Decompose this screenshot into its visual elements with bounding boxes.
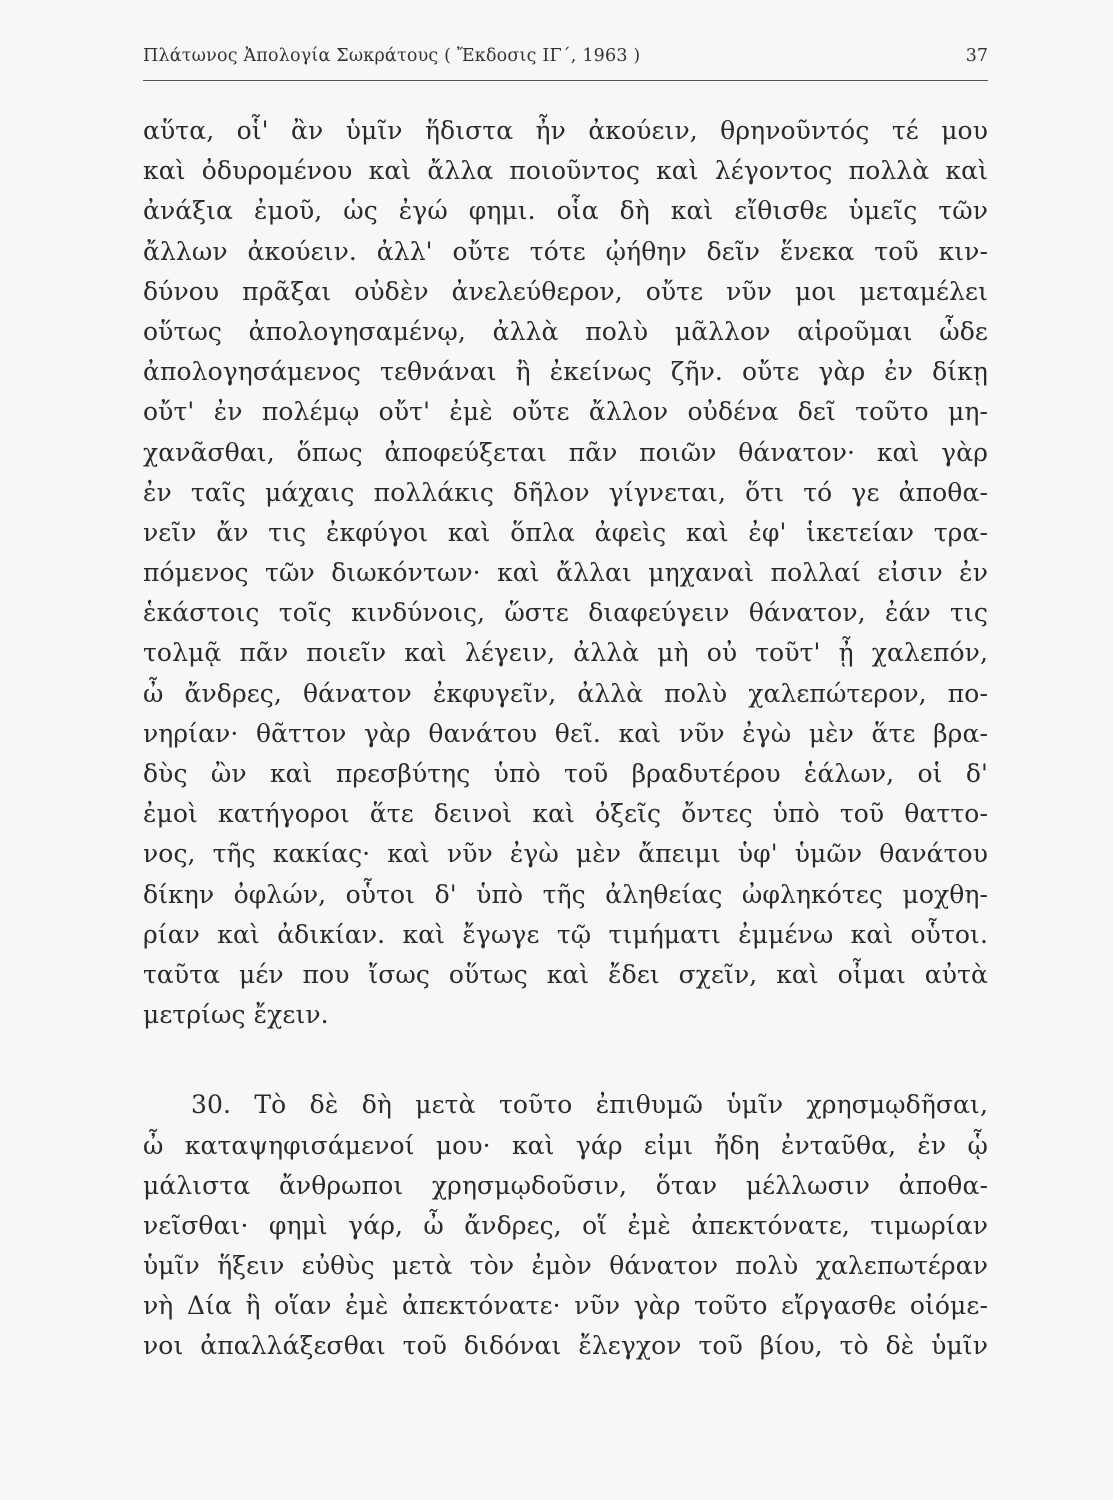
- header-title: Πλάτωνος Ἀπολογία Σωκράτους ( Ἔκδοσις ΙΓ΄, 1963 ): [143, 46, 641, 66]
- paragraph-gap: [143, 1035, 988, 1085]
- text-line: μετρίως ἔχειν.: [143, 1000, 329, 1030]
- section-heading-line: 30. Τὸ δὲ δὴ μετὰ τοῦτο ἐπιθυμῶ ὑμῖν χρησμῳδῆσαι,: [191, 1090, 988, 1120]
- text-line: πόμενος τῶν διωκόντων· καὶ ἄλλαι μηχαναὶ πολλαί εἰσιν ἐν: [143, 558, 988, 588]
- text-line: δύνου πρᾶξαι οὐδὲν ἀνελεύθερον, οὔτε νῦν μοι μεταμέλει: [143, 276, 988, 306]
- text-line: νεῖσθαι· φημὶ γάρ, ὦ ἄνδρες, οἵ ἐμὲ ἀπεκτόνατε, τιμωρίαν: [143, 1210, 988, 1240]
- text-line: ρίαν καὶ ἀδικίαν. καὶ ἔγωγε τῷ τιμήματι ἐμμένω καὶ οὗτοι.: [143, 919, 988, 949]
- text-line: ἑκάστοις τοῖς κινδύνοις, ὥστε διαφεύγειν θάνατον, ἐάν τις: [143, 598, 988, 628]
- body-text: [143, 111, 988, 1367]
- text-line: δίκην ὀφλών, οὗτοι δ' ὑπὸ τῆς ἀληθείας ὠφληκότες μοχθη-: [143, 879, 988, 909]
- text-line: ὦ καταψηφισάμενοί μου· καὶ γάρ εἰμι ἤδη ἐνταῦθα, ἐν ᾧ: [143, 1130, 988, 1160]
- text-line: ἄλλων ἀκούειν. ἀλλ' οὔτε τότε ᾠήθην δεῖν ἕνεκα τοῦ κιν-: [143, 236, 988, 266]
- text-line: ἐμοὶ κατήγοροι ἅτε δεινοὶ καὶ ὀξεῖς ὄντες ὑπὸ τοῦ θαττο-: [143, 799, 988, 829]
- text-line: ταῦτα μέν που ἴσως οὕτως καὶ ἔδει σχεῖν, καὶ οἶμαι αὐτὰ: [143, 959, 988, 989]
- text-line: οὕτως ἀπολογησαμένῳ, ἀλλὰ πολὺ μᾶλλον αἱροῦμαι ὧδε: [143, 316, 988, 346]
- text-line: χανᾶσθαι, ὅπως ἀποφεύξεται πᾶν ποιῶν θάνατον· καὶ γὰρ: [143, 437, 988, 467]
- text-line: νὴ Δία ἢ οἵαν ἐμὲ ἀπεκτόνατε· νῦν γὰρ τοῦτο εἴργασθε οἰόμε-: [143, 1291, 988, 1321]
- text-line: μάλιστα ἄνθρωποι χρησμῳδοῦσιν, ὅταν μέλλωσιν ἀποθα-: [143, 1170, 988, 1200]
- text-line: καὶ ὀδυρομένου καὶ ἄλλα ποιοῦντος καὶ λέγοντος πολλὰ καὶ: [143, 156, 988, 186]
- running-header: [143, 44, 988, 76]
- paragraph-2: [143, 1085, 988, 1366]
- text-line: ὑμῖν ἥξειν εὐθὺς μετὰ τὸν ἐμὸν θάνατον πολὺ χαλεπωτέραν: [143, 1251, 988, 1281]
- paragraph-1: [143, 111, 988, 1035]
- text-line: νηρίαν· θᾶττον γὰρ θανάτου θεῖ. καὶ νῦν ἐγὼ μὲν ἅτε βρα-: [143, 718, 988, 748]
- text-line: αὕτα, οἷ' ἂν ὑμῖν ἥδιστα ἦν ἀκούειν, θρηνοῦντός τέ μου: [143, 116, 988, 145]
- text-line: οὔτ' ἐν πολέμῳ οὔτ' ἐμὲ οὔτε ἄλλον οὐδένα δεῖ τοῦτο μη-: [143, 397, 988, 427]
- text-line: τολμᾷ πᾶν ποιεῖν καὶ λέγειν, ἀλλὰ μὴ οὐ τοῦτ' ᾖ χαλεπόν,: [143, 638, 988, 668]
- page-number: 37: [965, 46, 988, 66]
- text-line: ὦ ἄνδρες, θάνατον ἐκφυγεῖν, ἀλλὰ πολὺ χαλεπώτερον, πο-: [143, 678, 988, 708]
- header-rule: [143, 80, 988, 81]
- text-line: ἐν ταῖς μάχαις πολλάκις δῆλον γίγνεται, ὅτι τό γε ἀποθα-: [143, 477, 988, 507]
- text-line: νοι ἀπαλλάξεσθαι τοῦ διδόναι ἔλεγχον τοῦ βίου, τὸ δὲ ὑμῖν: [143, 1331, 988, 1361]
- text-line: νος, τῆς κακίας· καὶ νῦν ἐγὼ μὲν ἄπειμι ὑφ' ὑμῶν θανάτου: [143, 839, 988, 869]
- text-line: νεῖν ἄν τις ἐκφύγοι καὶ ὅπλα ἀφεὶς καὶ ἐφ' ἱκετείαν τρα-: [143, 517, 988, 547]
- text-line: ἀνάξια ἐμοῦ, ὡς ἐγώ φημι. οἷα δὴ καὶ εἴθισθε ὑμεῖς τῶν: [143, 196, 988, 226]
- text-line: δὺς ὢν καὶ πρεσβύτης ὑπὸ τοῦ βραδυτέρου ἑάλων, οἱ δ': [143, 759, 988, 788]
- text-line: ἀπολογησάμενος τεθνάναι ἢ ἐκείνως ζῆν. οὔτε γὰρ ἐν δίκῃ: [143, 357, 988, 387]
